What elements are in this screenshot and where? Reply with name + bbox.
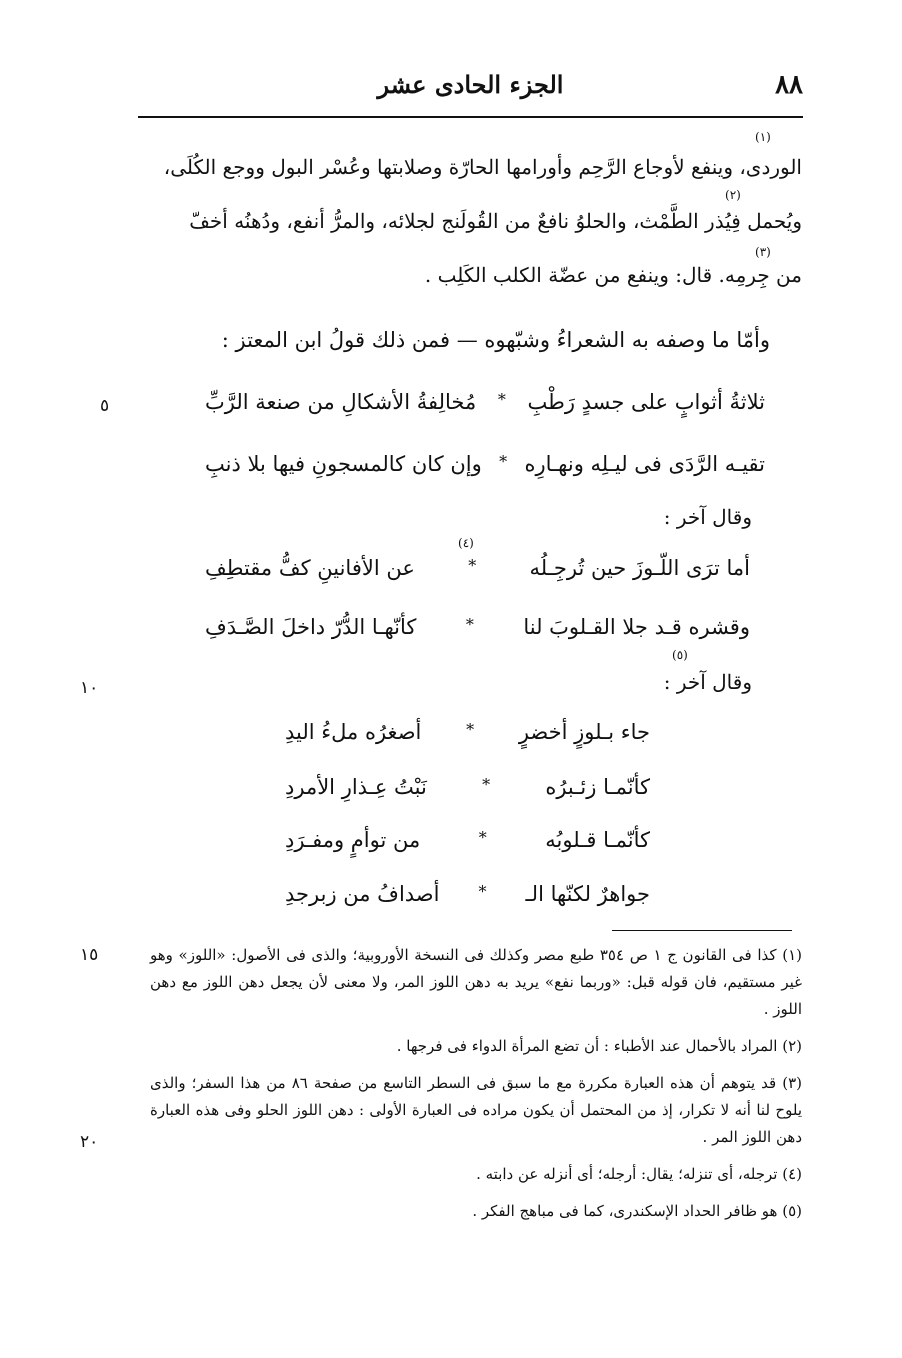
- verse-hemistich: تقيـه الرَّدَى فى ليـلِه ونهـارِه: [524, 452, 765, 476]
- verse-line: [285, 720, 650, 744]
- verse-separator: *: [478, 828, 487, 847]
- verse-hemistich: كأنّمـا قـلوبُه: [545, 828, 650, 852]
- verse-line: [205, 452, 765, 476]
- verse-line: [285, 775, 650, 799]
- footnote: (٤) ترجله، أى تنزله؛ يقال: أرجله؛ أى أنزله عن دابته .: [476, 1165, 802, 1183]
- verse-hemistich: مُخالِفةُ الأشكالِ من صنعة الرَّبِّ: [205, 390, 477, 414]
- verse-separator: *: [499, 452, 508, 471]
- running-title: الجزء الحادى عشر: [377, 70, 564, 99]
- verse-separator: *: [497, 390, 506, 409]
- footnote-ref: (٤): [458, 536, 474, 550]
- verse-line: [285, 882, 650, 906]
- prose-paragraph: [150, 140, 802, 302]
- verse-hemistich: كأنّمـا زئـبرُه: [545, 775, 650, 799]
- verse-hemistich: أصغرُه ملءُ اليدِ: [285, 720, 422, 744]
- footnote: (٢) المراد بالأحمال عند الأطباء : أن تضع المرأة الدواء فى فرجها .: [396, 1037, 802, 1055]
- verse-hemistich: نَبْتُ عِـذارِ الأمردِ: [285, 775, 427, 799]
- verse-hemistich: جاء بـلوزٍ أخضرٍ: [518, 720, 650, 744]
- verse-separator: *: [465, 615, 474, 634]
- verse-hemistich: جواهرٌ لكنّها الـ: [525, 882, 650, 906]
- margin-line-number: ١٥: [80, 945, 99, 965]
- verse-line: [205, 390, 765, 414]
- margin-line-number: ٥: [100, 396, 110, 416]
- verse-line: [205, 556, 750, 580]
- footnotes: [150, 942, 802, 1235]
- said-another-label: وقال آخر :: [663, 505, 752, 529]
- poetry-intro: وأمّا ما وصفه به الشعراءُ وشبّهوه — فمن ذلك قولُ ابن المعتز :: [221, 328, 770, 352]
- footnote: (١) كذا فى القانون ج ١ ص ٣٥٤ طبع مصر وكذلك فى النسخة الأوروبية؛ والذى فى الأصول: «اللوز» وهو غير مستقيم، فان قوله قبل: «وربما نفع» يريد به دهن اللوز المر، ولا معنى لأن يجعل دهن اللوز مع دهن اللوز .: [150, 946, 802, 1018]
- prose-line: من جِرمِه. قال: وينفع من عضّة الكلب الكَلِب .: [424, 263, 802, 287]
- verse-hemistich: أما ترَى اللّـوزَ حين تُرجِـلُه: [529, 556, 750, 580]
- verse-separator: *: [466, 720, 475, 739]
- verse-separator: *: [482, 775, 491, 794]
- prose-line: الوردى، وينفع لأوجاع الرَّحِم وأورامها الحارّة وصلابتها وعُسْر البول ووجع الكُلَى،: [163, 155, 802, 179]
- verse-hemistich: وقشره قـد جلا القـلوبَ لنا: [523, 615, 750, 639]
- verse-hemistich: من توأمٍ ومفـرَدِ: [285, 828, 421, 852]
- verse-separator: *: [468, 556, 477, 575]
- margin-line-number: ١٠: [80, 678, 99, 698]
- margin-line-number: ٢٠: [80, 1132, 99, 1152]
- footnote: (٥) هو ظافر الحداد الإسكندرى، كما فى مباهج الفكر .: [472, 1202, 802, 1220]
- page-number: ٨٨: [775, 70, 803, 100]
- verse-hemistich: عن الأفانينِ كفُّ مقتطِفِ: [205, 556, 415, 580]
- footnote-rule: [612, 930, 792, 931]
- header-rule: [138, 116, 803, 118]
- footnote-ref: (٣): [755, 245, 771, 259]
- footnote-ref: (٢): [725, 188, 741, 202]
- footnote-ref: (٥): [672, 648, 688, 662]
- footnote: (٣) قد يتوهم أن هذه العبارة مكررة مع ما سبق فى السطر التاسع من صفحة ٨٦ من هذا السفر؛ والذى يلوح لنا أنه لا تكرار، إذ من المحتمل أن يكون مراده فى العبارة الأولى : دهن اللوز الحلو وفى هذه العبارة دهن اللوز المر .: [150, 1074, 802, 1146]
- footnote-ref: (١): [755, 130, 771, 144]
- verse-separator: *: [478, 882, 487, 901]
- verse-hemistich: أصدافُ من زبرجدِ: [285, 882, 440, 906]
- verse-hemistich: كأنّهـا الدُّرّ داخلَ الصَّـدَفِ: [205, 615, 417, 639]
- verse-line: [285, 828, 650, 852]
- page-header: [138, 60, 803, 110]
- prose-line: ويُحمل فِيُذر الطَّمْث، والحلوُ نافعٌ من القُولَنج لجلائه، والمرُّ أنفع، ودُهنُه أخفّ: [189, 209, 802, 233]
- said-another-label: وقال آخر :: [663, 670, 752, 694]
- verse-line: [205, 615, 750, 639]
- verse-hemistich: ثلاثةُ أثوابٍ على جسدٍ رَطْبِ: [527, 390, 765, 414]
- verse-hemistich: وإن كان كالمسجونِ فيها بلا ذنبِ: [205, 452, 482, 476]
